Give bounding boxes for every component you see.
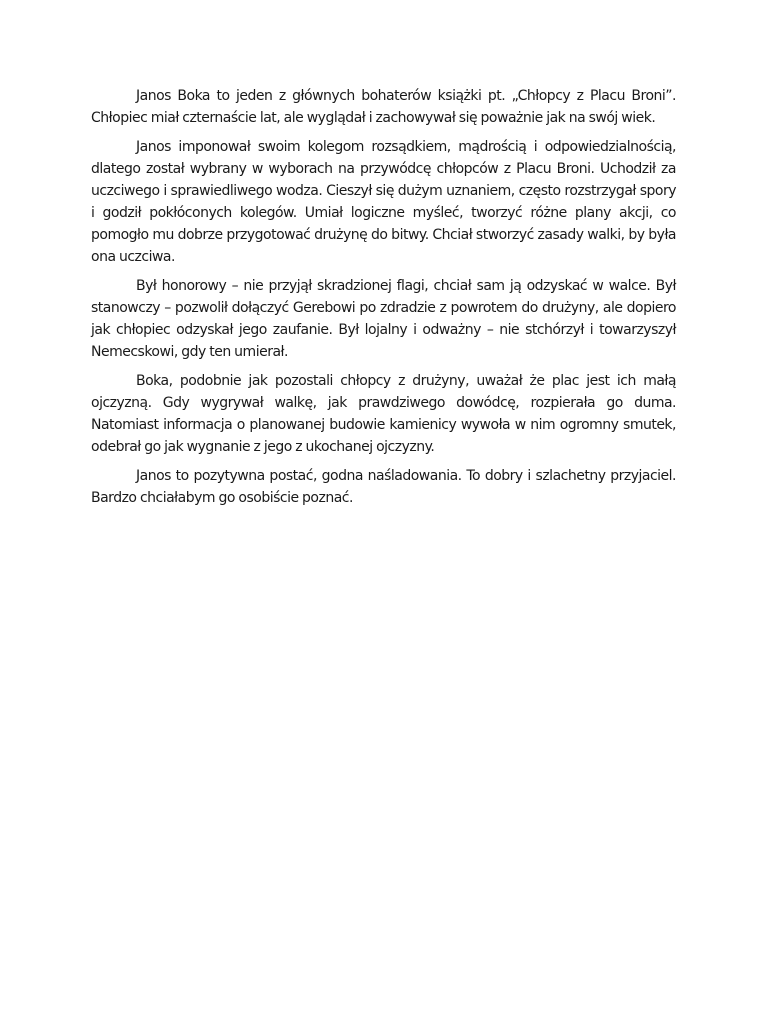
paragraph-3: Był honorowy – nie przyjął skradzionej flagi, chciał sam ją odzyskać w walce. Był stanowczy – pozwolił dołączyć Gerebowi po zdradzie z powrotem do drużyny, ale dopiero jak chłopiec odzyskał jego zaufanie. Był lojalny i odważny – nie stchórzył i towarzyszył Nemecskowi, gdy ten umierał.: [91, 278, 676, 360]
paragraph-4: Boka, podobnie jak pozostali chłopcy z drużyny, uważał że plac jest ich małą ojczyzną. Gdy wygrywał walkę, jak prawdziwego dowódcę, rozpierała go duma. Natomiast informacja o planowanej budowie kamienicy wywoła w nim ogromny smutek, odebrał go jak wygnanie z jego z ukochanej ojczyzny.: [91, 373, 676, 455]
paragraph-1: Janos Boka to jeden z głównych bohaterów książki pt. „Chłopcy z Placu Broni”. Chłopiec miał czternaście lat, ale wyglądał i zachowywał się poważnie jak na swój wiek.: [91, 88, 676, 126]
document-body: [91, 85, 676, 516]
paragraph-5: Janos to pozytywna postać, godna naśladowania. To dobry i szlachetny przyjaciel. Bardzo chciałabym go osobiście poznać.: [91, 468, 676, 506]
paragraph-2: Janos imponował swoim kolegom rozsądkiem, mądrością i odpowiedzialnością, dlatego został wybrany w wyborach na przywódcę chłopców z Placu Broni. Uchodził za uczciwego i sprawiedliwego wodza. Cieszył się dużym uznaniem, często rozstrzygał spory i godził pokłóconych kolegów. Umiał logiczne myśleć, tworzyć różne plany akcji, co pomogło mu dobrze przygotować drużynę do bitwy. Chciał stworzyć zasady walki, by była ona uczciwa.: [91, 139, 676, 265]
